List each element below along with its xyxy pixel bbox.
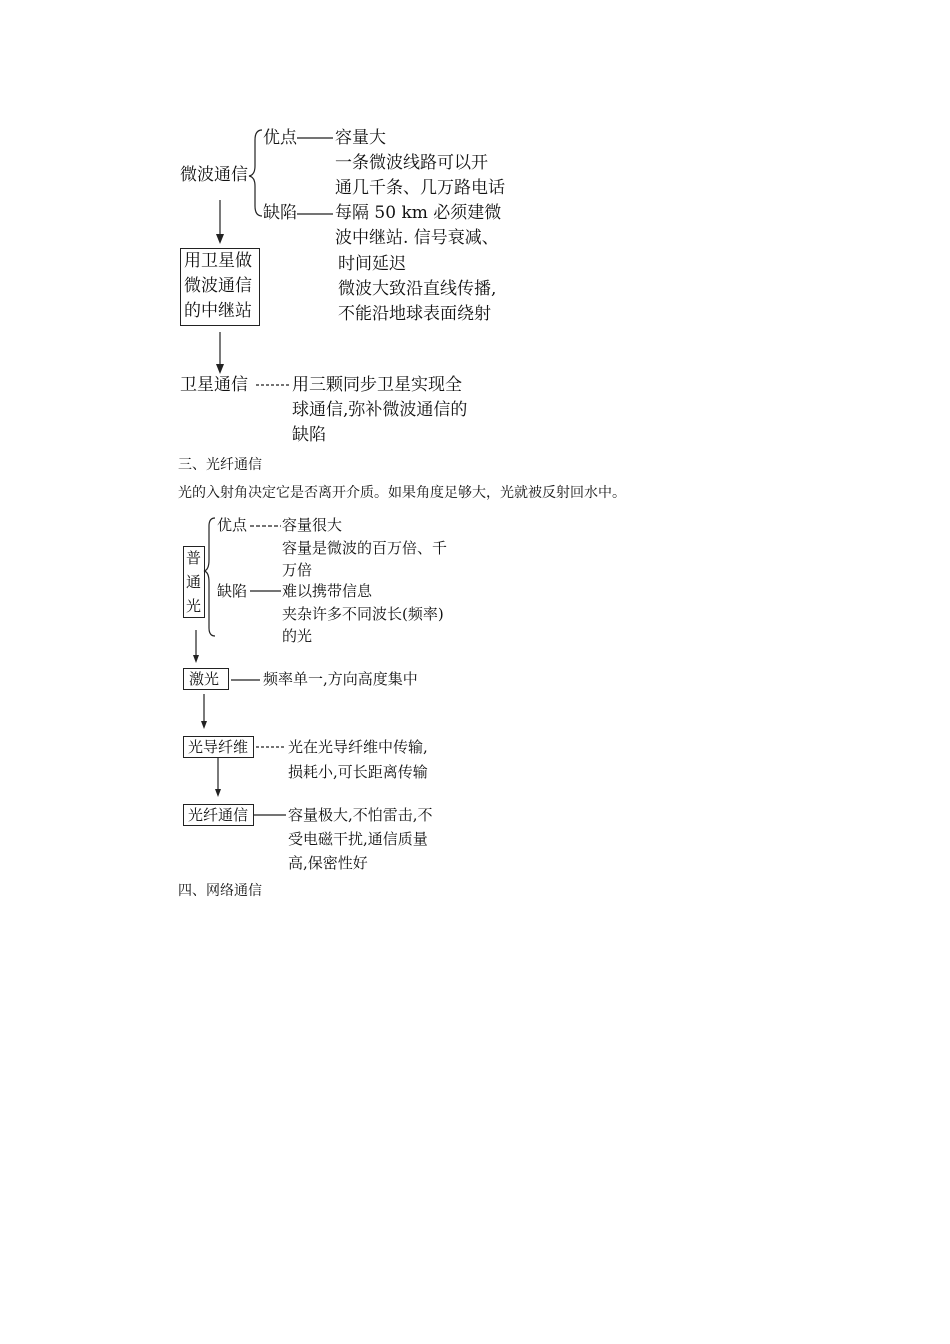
optical-detail-3: 高,保密性好 [288,854,368,872]
node-microwave: 微波通信 [180,165,248,185]
label-cons2: 缺陷 [217,582,248,600]
fiber-detail-2: 损耗小,可长距离传输 [288,763,428,781]
relay-line-3: 的中继站 [184,301,252,321]
fiber-detail-1: 光在光导纤维中传输, [288,738,428,756]
node-laser: 激光 [189,670,220,688]
section4-heading: 四、网络通信 [178,883,262,899]
text-pros-detail-2: 通几千条、几万路电话 [335,178,505,198]
relay-line-1: 用卫星做 [184,251,252,271]
optical-detail-2: 受电磁干扰,通信质量 [288,830,428,848]
label-cons: 缺陷 [263,203,297,223]
text-cons-detail-1: 每隔 50 km 必须建微 [335,203,502,223]
text-pros: 容量大 [335,128,386,148]
satellite-detail-1: 用三颗同步卫星实现全 [292,375,462,395]
text-pros-detail-1: 一条微波线路可以开 [335,153,488,173]
section3-heading: 三、光纤通信 [178,457,262,473]
text-cons2-detail-2: 的光 [282,627,313,645]
laser-text: 频率单一,方向高度集中 [263,670,418,688]
text-cons-detail-2: 波中继站. 信号衰减、 [335,228,499,248]
node-fiber: 光导纤维 [188,738,249,756]
text-cons-detail-4: 微波大致沿直线传播, [338,279,497,299]
satellite-detail-2: 球通信,弥补微波通信的 [292,400,468,420]
text-cons-detail-5: 不能沿地球表面绕射 [338,304,491,324]
node-optical: 光纤通信 [188,806,249,824]
brace-microwave [249,130,262,216]
text-pros2-detail-2: 万倍 [282,561,313,579]
text-cons2-detail-1: 夹杂许多不同波长(频率) [282,605,444,623]
satellite-detail-3: 缺陷 [292,425,326,445]
relay-line-2: 微波通信 [184,276,252,296]
node-satellite: 卫星通信 [180,375,248,395]
ordinary-light-label: 普 通 光 [186,549,202,615]
optical-detail-1: 容量极大,不怕雷击,不 [288,806,433,824]
brace-light [204,518,215,636]
text-pros2-detail-1: 容量是微波的百万倍、千 [282,539,448,557]
label-pros2: 优点 [217,516,248,534]
text-pros2: 容量很大 [282,516,343,534]
section3-paragraph: 光的入射角决定它是否离开介质。如果角度足够大，光就被反射回水中。 [178,485,626,501]
label-pros: 优点 [263,128,297,148]
text-cons2: 难以携带信息 [282,582,373,600]
text-cons-detail-3: 时间延迟 [338,254,406,274]
